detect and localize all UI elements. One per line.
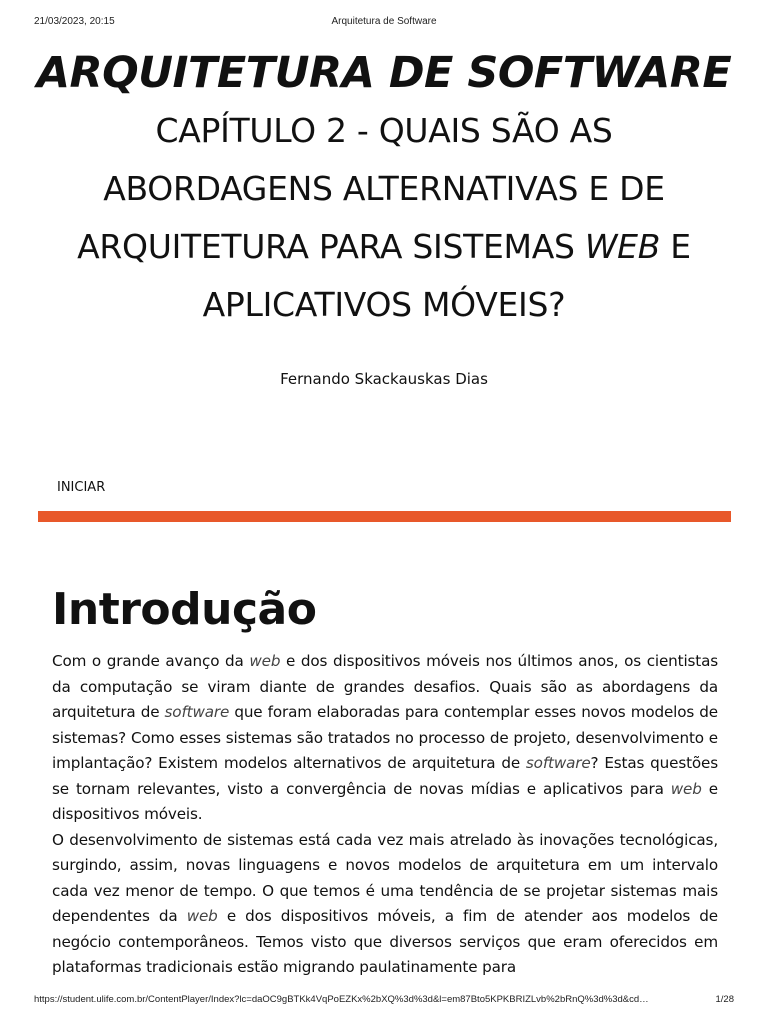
body-text: [52, 649, 718, 975]
emphasis-term: web: [670, 779, 702, 798]
accent-divider: [38, 511, 731, 522]
text-run: e dispositivos móveis.: [52, 779, 718, 823]
print-footer: [34, 994, 734, 1008]
emphasis-term: software: [525, 754, 591, 772]
print-header: [34, 16, 734, 30]
chapter-title-prefix: CAPÍTULO 2 - QUAIS SÃO AS ABORDAGENS ALTERNATIVAS E DE ARQUITETURA PARA SISTEMAS: [77, 111, 665, 266]
section-heading: Introdução: [52, 584, 317, 635]
print-document-title: Arquitetura de Software: [331, 16, 437, 27]
author-name: Fernando Skackauskas Dias: [280, 370, 488, 388]
text-run: O desenvolvimento de sistemas está cada vez mais atrelado às inovações tecnológicas, surgindo, assim, novas linguagens e novos modelos de arquitetura em um intervalo cada vez menor de tempo. O que temos é uma tendência de se projetar sistemas mais dependentes da: [52, 830, 718, 925]
emphasis-term: software: [164, 703, 230, 721]
paragraph: [52, 649, 718, 828]
start-button[interactable]: INICIAR: [57, 480, 106, 495]
main-title: ARQUITETURA DE SOFTWARE: [36, 48, 732, 98]
text-run: e dos dispositivos móveis, a fim de atender aos modelos de negócio contemporâneos. Temos visto que diversos serviços que eram oferecidos em plataformas tradicionais estão migrando paulatinamente para: [52, 907, 718, 975]
text-run: ? Estas questões se tornam relevantes, visto a convergência de novas mídias e aplicativos para: [52, 754, 718, 798]
chapter-title-emphasis: WEB: [584, 227, 661, 266]
text-run: Com o grande avanço da: [52, 652, 250, 670]
text-run: e dos dispositivos móveis nos últimos anos, os cientistas da computação se viram diante de grandes desafios. Quais são as abordagens da arquitetura de: [52, 652, 718, 721]
chapter-title-suffix: E APLICATIVOS MÓVEIS?: [202, 227, 691, 324]
chapter-title: [40, 102, 728, 334]
print-url: https://student.ulife.com.br/ContentPlayer/Index?lc=daOC9gBTKk4VqPoEZKx%2bXQ%3d%3d&l=em87Bto5KPKBRIZLvb%2bRnQ%3d%3d&cd…: [34, 994, 649, 1005]
emphasis-term: web: [249, 652, 281, 670]
print-date: 21/03/2023, 20:15: [34, 16, 115, 27]
emphasis-term: web: [186, 907, 218, 925]
page-number: 1/28: [715, 994, 734, 1005]
text-run: que foram elaboradas para contemplar esses novos modelos de sistemas? Como esses sistemas são tratados no processo de projeto, desenvolvimento e implantação? Existem modelos alternativos de arquitetura de: [52, 703, 718, 772]
paragraph: [52, 828, 718, 976]
